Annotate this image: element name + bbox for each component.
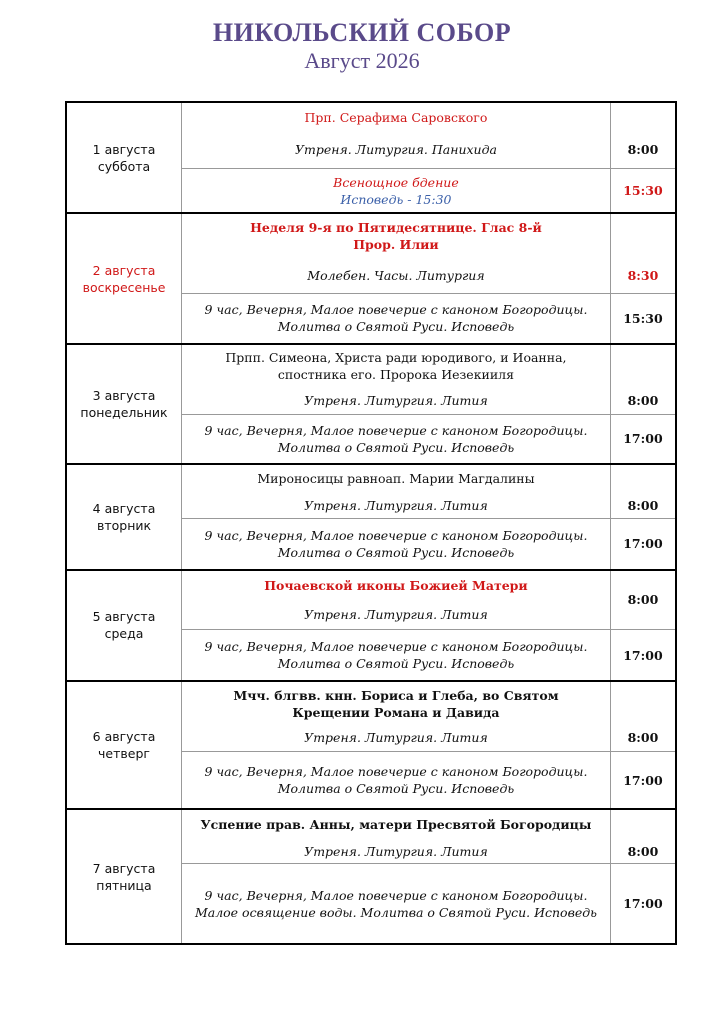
- feast-line: Прпп. Симеона, Христа ради юродивого, и Иоанна,: [225, 350, 567, 366]
- service-time: 8:00: [610, 570, 676, 630]
- day-date: 3 августа: [92, 388, 156, 404]
- day-date: 2 августа: [92, 262, 156, 278]
- day-weekday: четверг: [98, 746, 150, 762]
- day-6-feast-time: [610, 681, 676, 725]
- service-line: 9 час, Вечерня, Малое повечерие с каноном Богородицы.: [204, 302, 588, 318]
- service-line: 9 час, Вечерня, Малое повечерие с каноном Богородицы.: [204, 887, 588, 903]
- feast-line: Крещении Романа и Давида: [292, 704, 500, 720]
- feast-line: Мчч. блгвв. кнн. Бориса и Глеба, во Святом: [233, 687, 559, 703]
- service-name: Утреня. Литургия. Лития: [304, 843, 488, 859]
- service-time: 8:00: [610, 492, 676, 518]
- feast-line: Неделя 9-я по Пятидесятнице. Глас 8-й: [250, 219, 542, 235]
- service-line: 9 час, Вечерня, Малое повечерие с каноном Богородицы.: [204, 527, 588, 543]
- service-name: [182, 864, 611, 944]
- day-1-feast-row: [66, 102, 676, 132]
- day-6-date-cell: [66, 681, 182, 809]
- day-1-feast: Прп. Серафима Саровского: [182, 102, 611, 132]
- service-name: [182, 294, 611, 344]
- service-name: [182, 168, 611, 213]
- day-7-feast-row: [66, 809, 676, 839]
- service-time: 17:00: [610, 864, 676, 944]
- service-name: Молебен. Часы. Литургия: [307, 267, 485, 283]
- service-time: 17:00: [610, 414, 676, 464]
- day-4-date-cell: [66, 464, 182, 569]
- day-weekday: вторник: [96, 517, 152, 533]
- service-name: Утреня. Литургия. Лития: [304, 730, 488, 746]
- service-time: 8:00: [610, 725, 676, 751]
- service-name: [182, 630, 611, 681]
- day-5-date-cell: [66, 570, 182, 681]
- service-line: Молитва о Святой Руси. Исповедь: [277, 319, 515, 335]
- feast-line: Прор. Илии: [353, 236, 439, 252]
- service-line: Молитва о Святой Руси. Исповедь: [277, 656, 515, 672]
- day-date: 7 августа: [92, 860, 156, 876]
- day-5-feast: Почаевской иконы Божией Матери: [182, 570, 611, 600]
- service-name: Утреня. Литургия. Панихида: [294, 142, 497, 158]
- day-4-feast: Мироносицы равноап. Марии Магдалины: [182, 464, 611, 492]
- service-time: 8:30: [610, 258, 676, 294]
- service-line: 9 час, Вечерня, Малое повечерие с каноном Богородицы.: [204, 639, 588, 655]
- service-name: [182, 751, 611, 809]
- service-name: [182, 518, 611, 569]
- service-line: 9 час, Вечерня, Малое повечерие с каноном Богородицы.: [204, 764, 588, 780]
- day-date: 4 августа: [92, 500, 156, 516]
- service-name: Утреня. Литургия. Лития: [304, 497, 488, 513]
- service-time: 17:00: [610, 751, 676, 809]
- service-line: Молитва о Святой Руси. Исповедь: [277, 781, 515, 797]
- day-7-date-cell: [66, 809, 182, 944]
- service-time: 17:00: [610, 630, 676, 681]
- day-6-feast-row: [66, 681, 676, 725]
- day-2-feast: [182, 213, 611, 257]
- day-2-feast-time: [610, 213, 676, 257]
- schedule-table: [65, 101, 677, 945]
- day-7-feast-time: [610, 809, 676, 839]
- day-3-feast: [182, 344, 611, 388]
- day-1-feast-time: [610, 102, 676, 132]
- page-subtitle: Август 2026: [304, 48, 420, 73]
- day-3-feast-row: [66, 344, 676, 388]
- day-weekday: воскресенье: [82, 279, 166, 295]
- service-line: Малое освящение воды. Молитва о Святой Руси. Исповедь: [194, 904, 597, 920]
- service-time: 8:00: [610, 132, 676, 168]
- service-line: Молитва о Святой Руси. Исповедь: [277, 544, 515, 560]
- day-4-feast-time: [610, 464, 676, 492]
- service-name: Утреня. Литургия. Лития: [304, 606, 488, 622]
- day-3-date-cell: [66, 344, 182, 464]
- service-name: Утреня. Литургия. Лития: [304, 393, 488, 409]
- service-line: Молитва о Святой Руси. Исповедь: [277, 439, 515, 455]
- service-time: 8:00: [610, 388, 676, 414]
- page-title: НИКОЛЬСКИЙ СОБОР: [212, 18, 512, 47]
- day-6-feast: [182, 681, 611, 725]
- service-time: 15:30: [610, 294, 676, 344]
- day-7-feast: Успение прав. Анны, матери Пресвятой Богородицы: [182, 809, 611, 839]
- day-date: 6 августа: [92, 729, 156, 745]
- service-time: 15:30: [610, 168, 676, 213]
- day-date: 1 августа: [92, 141, 156, 157]
- service-name: [182, 414, 611, 464]
- day-date: 5 августа: [92, 609, 156, 625]
- service-time: 17:00: [610, 518, 676, 569]
- day-weekday: суббота: [97, 158, 151, 174]
- service-line: 9 час, Вечерня, Малое повечерие с каноном Богородицы.: [204, 422, 588, 438]
- day-3-feast-time: [610, 344, 676, 388]
- service-time: 8:00: [610, 839, 676, 863]
- day-1-date-cell: [66, 102, 182, 213]
- day-5-feast-row: [66, 570, 676, 600]
- day-weekday: пятница: [96, 877, 152, 893]
- day-2-date-cell: [66, 213, 182, 343]
- day-weekday: понедельник: [80, 405, 168, 421]
- day-4-feast-row: [66, 464, 676, 492]
- feast-line: спостника его. Пророка Иезекииля: [277, 367, 515, 383]
- day-weekday: среда: [104, 626, 144, 642]
- confession-label: Исповедь - 15:30: [340, 191, 452, 207]
- vigil-label: Всенощное бдение: [333, 174, 459, 190]
- day-2-feast-row: [66, 213, 676, 257]
